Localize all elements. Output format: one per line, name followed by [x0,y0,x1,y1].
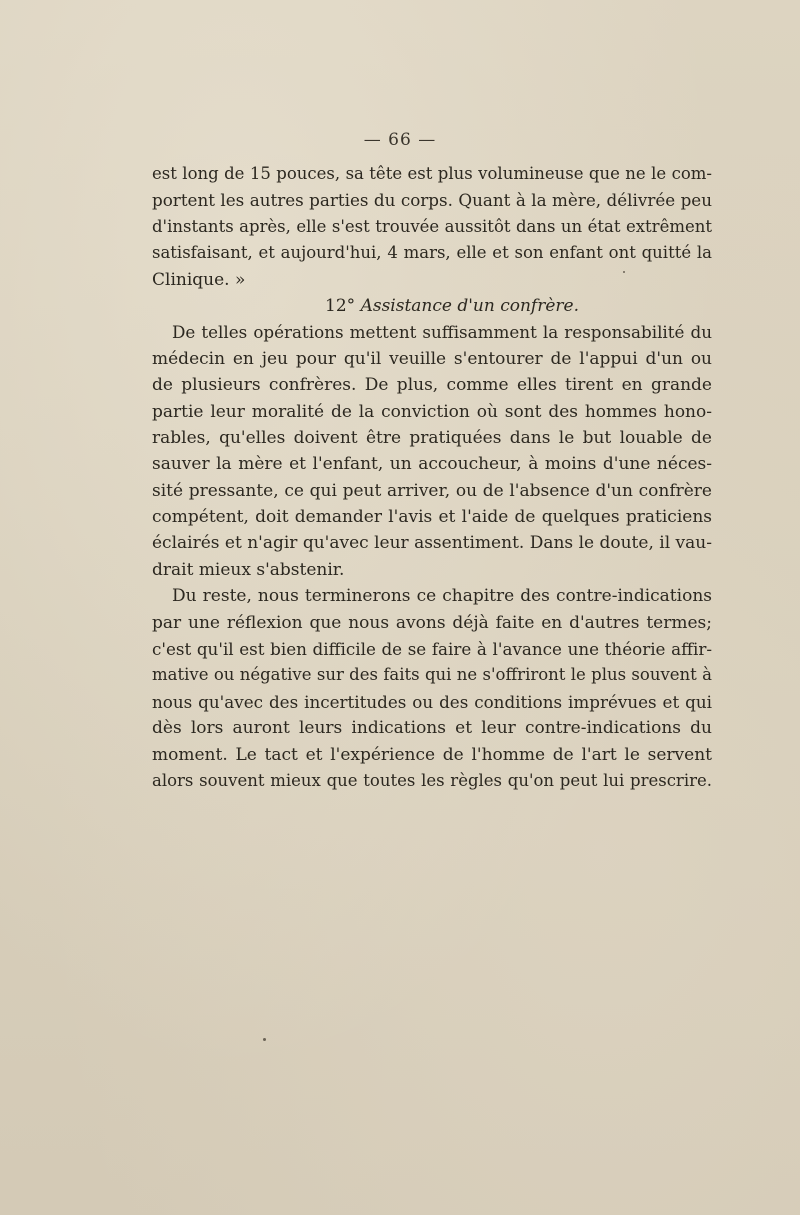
text-line: mative ou négative sur des faits qui ne s'offriront le plus souvent à [152,665,712,685]
paragraph-start: De telles opérations mettent suffisamment la responsabilité du [172,322,712,343]
text-line: c'est qu'il est bien difficile de se faire à l'avance une théorie affir- [152,639,712,660]
text-line: est long de 15 pouces, sa tête est plus volumineuse que ne le com- [152,164,712,183]
text-line: Clinique. » [152,269,246,290]
text-line: nous qu'avec des incertitudes ou des conditions imprévues et qui [152,691,712,712]
text-line: éclairés et n'agir qu'avec leur assentiment. Dans le doute, il vau- [152,533,712,554]
text-line: compétent, doit demander l'avis et l'aide de quelques praticiens [152,507,712,528]
text-line: d'instants après, elle s'est trouvée aussitôt dans un état extrêment [152,216,712,236]
ink-speck [623,271,625,273]
text-line: portent les autres parties du corps. Quant à la mère, délivrée peu [152,190,712,211]
page-number: — 66 — [363,130,437,150]
section-number: 12° [325,295,356,316]
body-text [152,161,712,794]
text-line: partie leur moralité de la conviction où sont des hommes hono- [152,401,712,422]
text-line: médecin en jeu pour qu'il veuille s'entourer de l'appui d'un ou [152,348,712,369]
text-line: par une réflexion que nous avons déjà faite en d'autres termes; [152,612,712,633]
text-line: moment. Le tact et l'expérience de l'homme de l'art le servent [152,744,712,765]
text-line: alors souvent mieux que toutes les règles qu'on peut lui prescrire. [152,770,712,790]
text-line: dès lors auront leurs indications et leur contre-indications du [152,718,712,739]
text-line: sauver la mère et l'enfant, un accoucheur, à moins d'une néces- [152,454,712,475]
text-line: de plusieurs confrères. De plus, comme elles tirent en grande [152,375,712,396]
text-line: sité pressante, ce qui peut arriver, ou de l'absence d'un confrère [152,480,712,501]
paragraph-start: Du reste, nous terminerons ce chapitre des contre-indications [172,586,712,607]
ink-speck [263,1038,266,1041]
section-title: Assistance d'un confrère. [360,295,579,316]
section-heading [152,293,712,319]
text-line: satisfaisant, et aujourd'hui, 4 mars, elle et son enfant ont quitté la [152,243,712,263]
text-line: drait mieux s'abstenir. [152,559,345,580]
text-line: rables, qu'elles doivent être pratiquées dans le but louable de [152,427,712,448]
